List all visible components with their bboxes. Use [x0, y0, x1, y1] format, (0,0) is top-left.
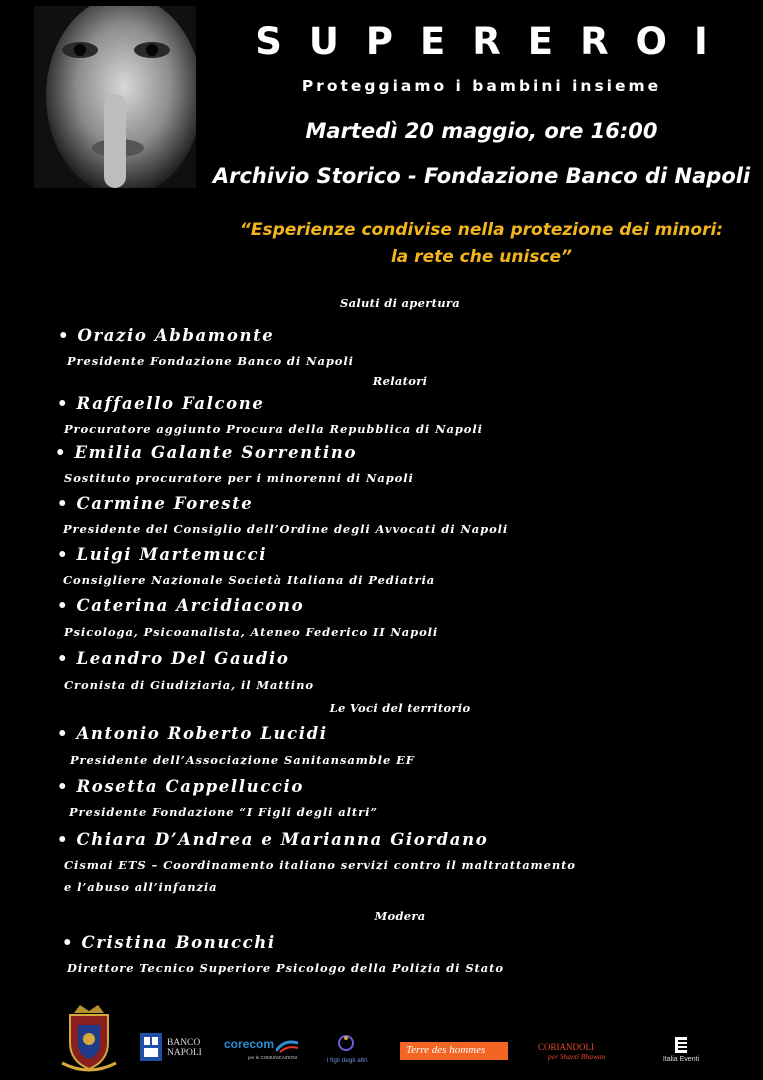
speaker-role: Psicologa, Psicoanalista, Ateneo Federico II Napoli: [64, 625, 439, 639]
speaker-name: • Raffaello Falcone: [57, 394, 264, 413]
coriandoli-subtext: per Shanti Bhawan: [548, 1052, 606, 1061]
speaker-role: Sostituto procuratore per i minorenni di Napoli: [64, 471, 414, 485]
speaker-name: • Emilia Galante Sorrentino: [55, 443, 357, 462]
event-title: SUPEREROI: [255, 20, 735, 63]
corecom-logo: [224, 1037, 300, 1069]
banco-napoli-text: BANCO NAPOLI: [167, 1038, 202, 1058]
corecom-subtext: per le COMUNICAZIONI: [248, 1055, 298, 1060]
speaker-role: Cronista di Giudiziaria, il Mattino: [64, 678, 314, 692]
speaker-role: Presidente Fondazione Banco di Napoli: [67, 354, 354, 368]
theme-line-2: la rete che unisce”: [390, 247, 573, 267]
section-speakers: Relatori: [372, 374, 428, 388]
coriandoli-logo: [538, 1042, 638, 1064]
moderator-role: Direttore Tecnico Superiore Psicologo della Polizia di Stato: [67, 961, 504, 975]
coriandoli-text: CORIANDOLI: [538, 1042, 594, 1052]
event-theme: [200, 217, 763, 271]
theme-line-1: “Esperienze condivise nella protezione dei minori:: [239, 220, 724, 240]
figli-altri-logo: [322, 1033, 372, 1069]
event-subtitle: Proteggiamo i bambini insieme: [301, 77, 662, 95]
speaker-name: • Carmine Foreste: [57, 494, 253, 513]
terre-des-hommes-text: Terre des hommes: [406, 1044, 486, 1056]
polizia-crest-logo: [60, 1003, 118, 1073]
speaker-role: Presidente dell’Associazione Sanitansamble EF: [70, 753, 415, 767]
figli-altri-text: I figli degli altri: [326, 1057, 368, 1064]
speaker-role: Consigliere Nazionale Società Italiana di Pediatria: [63, 573, 436, 587]
event-date: Martedì 20 maggio, ore 16:00: [305, 119, 658, 143]
speaker-name: • Luigi Martemucci: [57, 545, 267, 564]
section-moderator: Modera: [374, 909, 426, 923]
corecom-text: corecom: [224, 1037, 275, 1051]
speaker-role: Cismai ETS – Coordinamento italiano servizi contro il maltrattamento: [64, 858, 576, 872]
speaker-role-continued: e l’abuso all’infanzia: [64, 880, 218, 894]
moderator-name: • Cristina Bonucchi: [62, 933, 276, 952]
banco-napoli-logo: [139, 1032, 205, 1066]
speaker-role: Procuratore aggiunto Procura della Repubblica di Napoli: [64, 422, 483, 436]
speaker-name: • Leandro Del Gaudio: [57, 649, 289, 668]
header-photo: [34, 6, 196, 188]
speaker-name: • Chiara D’Andrea e Marianna Giordano: [57, 830, 488, 849]
speaker-name: • Antonio Roberto Lucidi: [57, 724, 328, 743]
italia-eventi-text: Italia Eventi: [662, 1056, 700, 1063]
terre-des-hommes-logo: [400, 1042, 508, 1060]
event-venue: Archivio Storico - Fondazione Banco di Napoli: [212, 164, 751, 188]
italia-eventi-logo: [660, 1037, 702, 1071]
section-opening: Saluti di apertura: [339, 296, 461, 310]
speaker-name: • Caterina Arcidiacono: [57, 596, 304, 615]
section-territory: Le Voci del territorio: [329, 701, 471, 715]
speaker-role: Presidente Fondazione “I Figli degli altri”: [69, 805, 378, 819]
speaker-name: • Rosetta Cappelluccio: [57, 777, 304, 796]
speaker-name: • Orazio Abbamonte: [58, 326, 274, 345]
speaker-role: Presidente del Consiglio dell’Ordine degli Avvocati di Napoli: [63, 522, 509, 536]
